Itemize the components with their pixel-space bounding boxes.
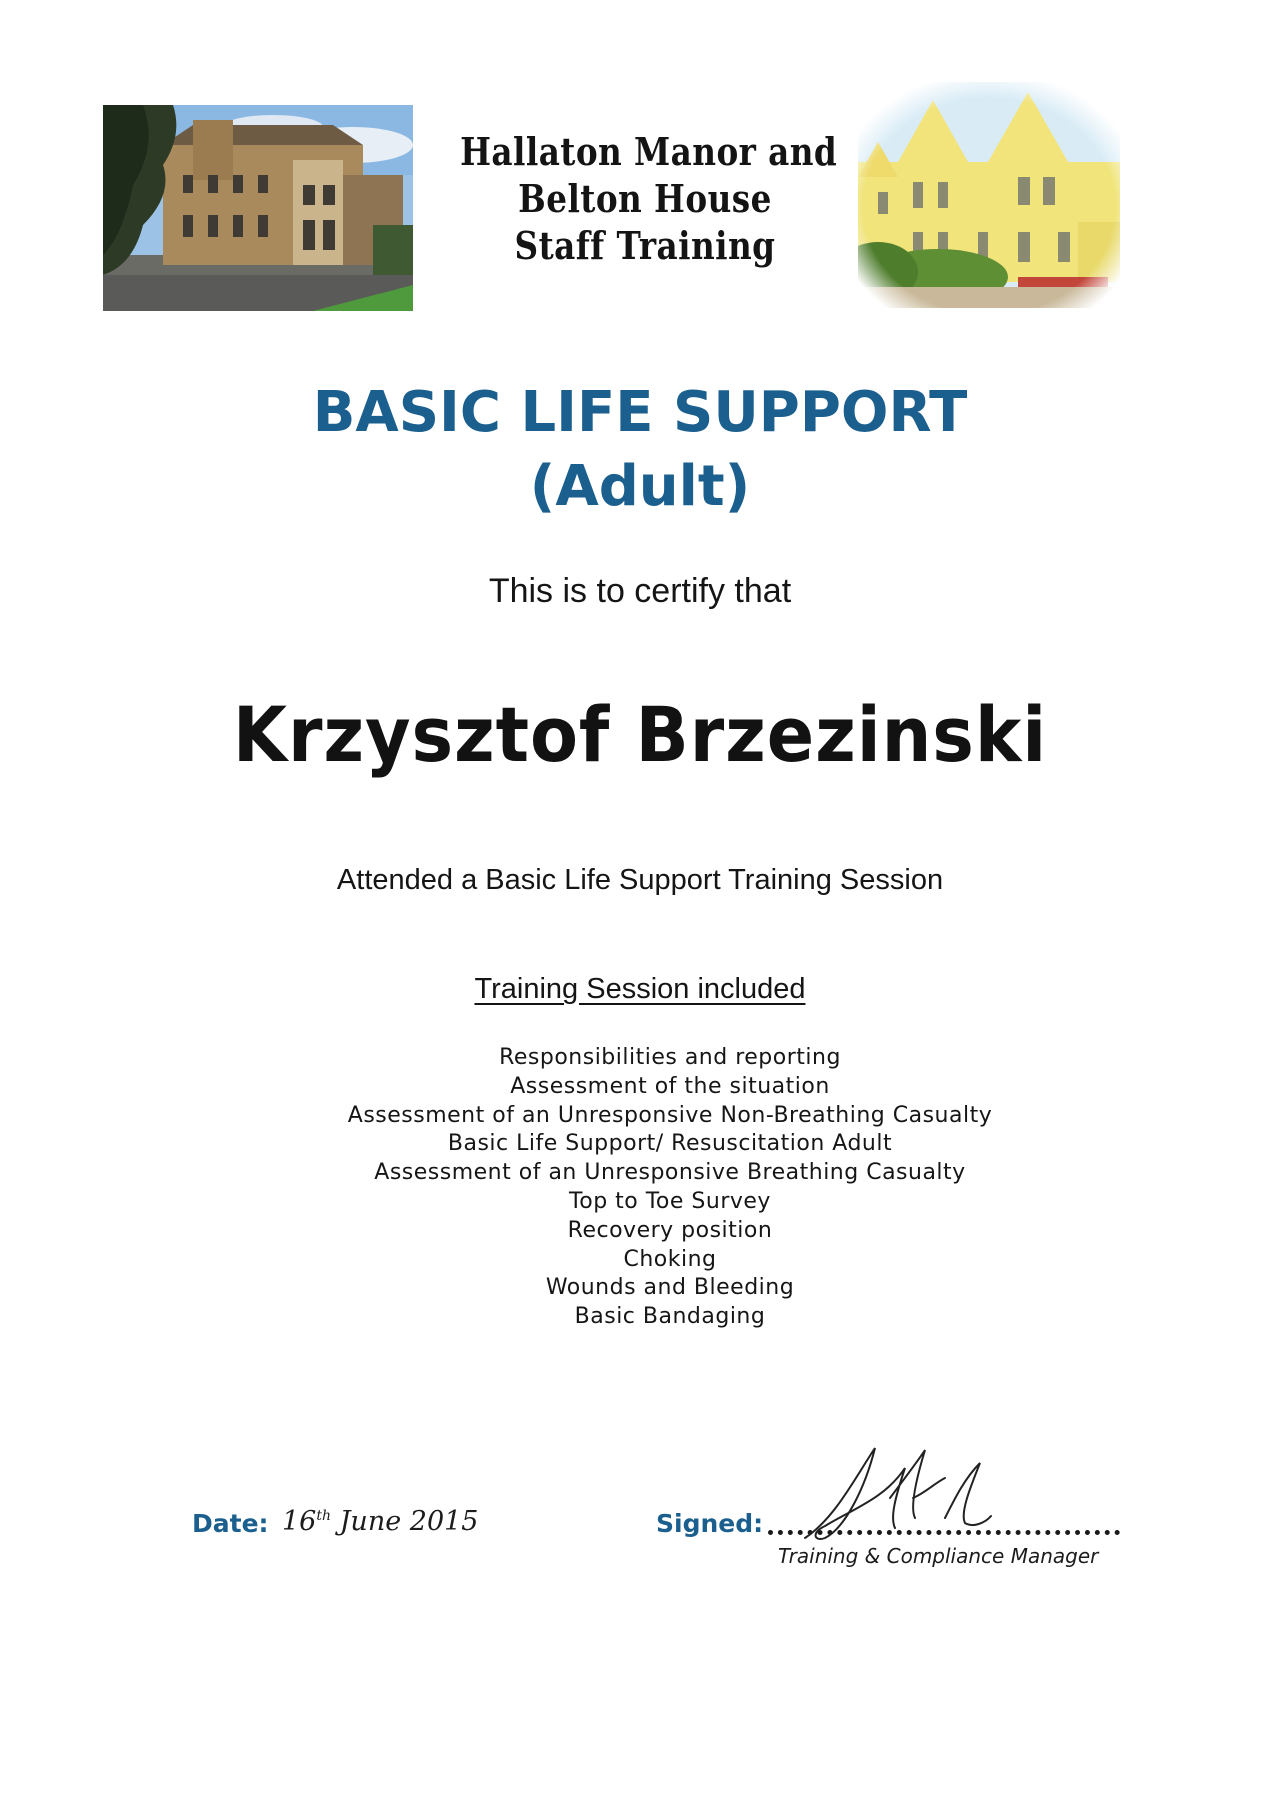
date-suffix: th — [316, 1508, 332, 1524]
attended-statement: Attended a Basic Life Support Training Session — [336, 864, 944, 896]
topic-item: Top to Toe Survey — [569, 1188, 771, 1214]
topic-item: Assessment of the situation — [510, 1073, 830, 1099]
topic-item: Assessment of an Unresponsive Non-Breathing Casualty — [347, 1102, 993, 1128]
org-line-3: Staff Training — [514, 223, 776, 268]
certify-statement: This is to certify that — [488, 572, 792, 610]
hallaton-manor-photo — [103, 105, 413, 311]
organisation-title — [460, 128, 838, 269]
topic-item: Recovery position — [567, 1217, 773, 1243]
date-day: 16 — [282, 1506, 317, 1537]
belton-house-photo — [858, 82, 1120, 308]
recipient-name: Krzysztof Brzezinski — [232, 690, 1048, 779]
topic-item: Assessment of an Unresponsive Breathing Casualty — [374, 1160, 966, 1186]
signer-role: Training & Compliance Manager — [778, 1544, 1099, 1568]
handwritten-signature — [795, 1438, 995, 1548]
certificate-title-line-1: BASIC LIFE SUPPORT — [312, 380, 968, 445]
session-heading-text: Training Session included — [474, 973, 806, 1005]
topic-item: Basic Bandaging — [574, 1304, 766, 1330]
date-value — [282, 1506, 479, 1537]
org-line-1: Hallaton Manor and — [460, 129, 838, 174]
topic-item: Wounds and Bleeding — [545, 1275, 795, 1301]
topic-item: Choking — [623, 1246, 717, 1272]
session-topics-list — [0, 1044, 1280, 1332]
topic-item: Responsibilities and reporting — [499, 1045, 841, 1070]
signed-label: Signed: — [656, 1509, 764, 1538]
certificate-title-line-2: (Adult) — [529, 454, 751, 519]
date-label: Date: — [192, 1509, 269, 1538]
topic-item: Basic Life Support/ Resuscitation Adult — [447, 1131, 893, 1157]
session-heading — [0, 973, 1280, 1006]
certificate-title — [0, 376, 1280, 524]
date-rest: June 2015 — [339, 1506, 479, 1537]
org-line-2: Belton House — [518, 176, 772, 221]
